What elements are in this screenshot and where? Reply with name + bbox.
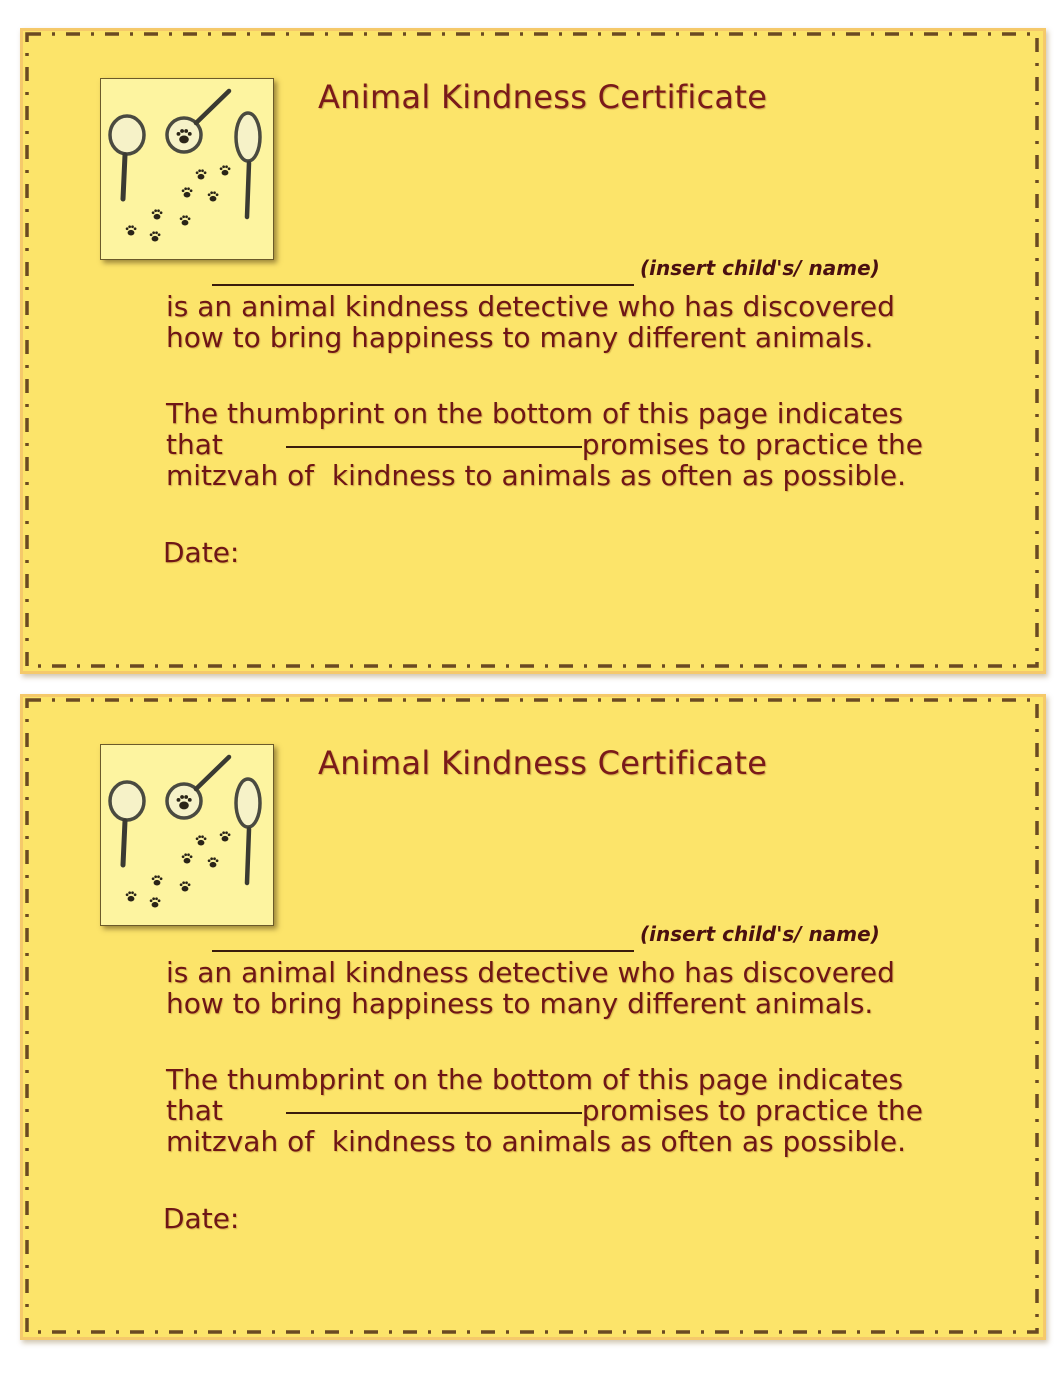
paragraph-line: promises to practice the — [581, 428, 924, 461]
promise-name-blank — [286, 446, 582, 448]
paragraph-line: mitzvah of kindness to animals as often as possible. — [166, 1125, 907, 1158]
paragraph-line: that — [166, 428, 223, 461]
paragraph-line: how to bring happiness to many different animals. — [166, 987, 874, 1020]
certificate-card — [20, 694, 1046, 1340]
promise-name-blank — [286, 1112, 582, 1114]
thumbprint-paragraph — [166, 1064, 923, 1157]
paragraph-line: The thumbprint on the bottom of this page indicates — [166, 397, 904, 430]
name-hint: (insert child's/ name) — [640, 256, 880, 280]
magnifying-glass-logo-icon — [100, 78, 274, 260]
magnifying-glass-logo-icon — [100, 744, 274, 926]
certificate-title: Animal Kindness Certificate — [318, 78, 768, 116]
thumbprint-paragraph — [166, 398, 923, 491]
paragraph-line: promises to practice the — [581, 1094, 924, 1127]
child-name-blank — [212, 950, 634, 952]
paragraph-line: is an animal kindness detective who has discovered — [166, 290, 895, 323]
certificate-card — [20, 28, 1046, 674]
name-hint: (insert child's/ name) — [640, 922, 880, 946]
paragraph-line: mitzvah of kindness to animals as often as possible. — [166, 459, 907, 492]
child-name-blank — [212, 284, 634, 286]
paragraph-line: The thumbprint on the bottom of this page indicates — [166, 1063, 904, 1096]
detective-paragraph — [166, 291, 895, 353]
date-label: Date: — [163, 536, 240, 569]
certificate-title: Animal Kindness Certificate — [318, 744, 768, 782]
date-label: Date: — [163, 1202, 240, 1235]
paragraph-line: how to bring happiness to many different animals. — [166, 321, 874, 354]
detective-paragraph — [166, 957, 895, 1019]
paragraph-line: that — [166, 1094, 223, 1127]
paragraph-line: is an animal kindness detective who has discovered — [166, 956, 895, 989]
